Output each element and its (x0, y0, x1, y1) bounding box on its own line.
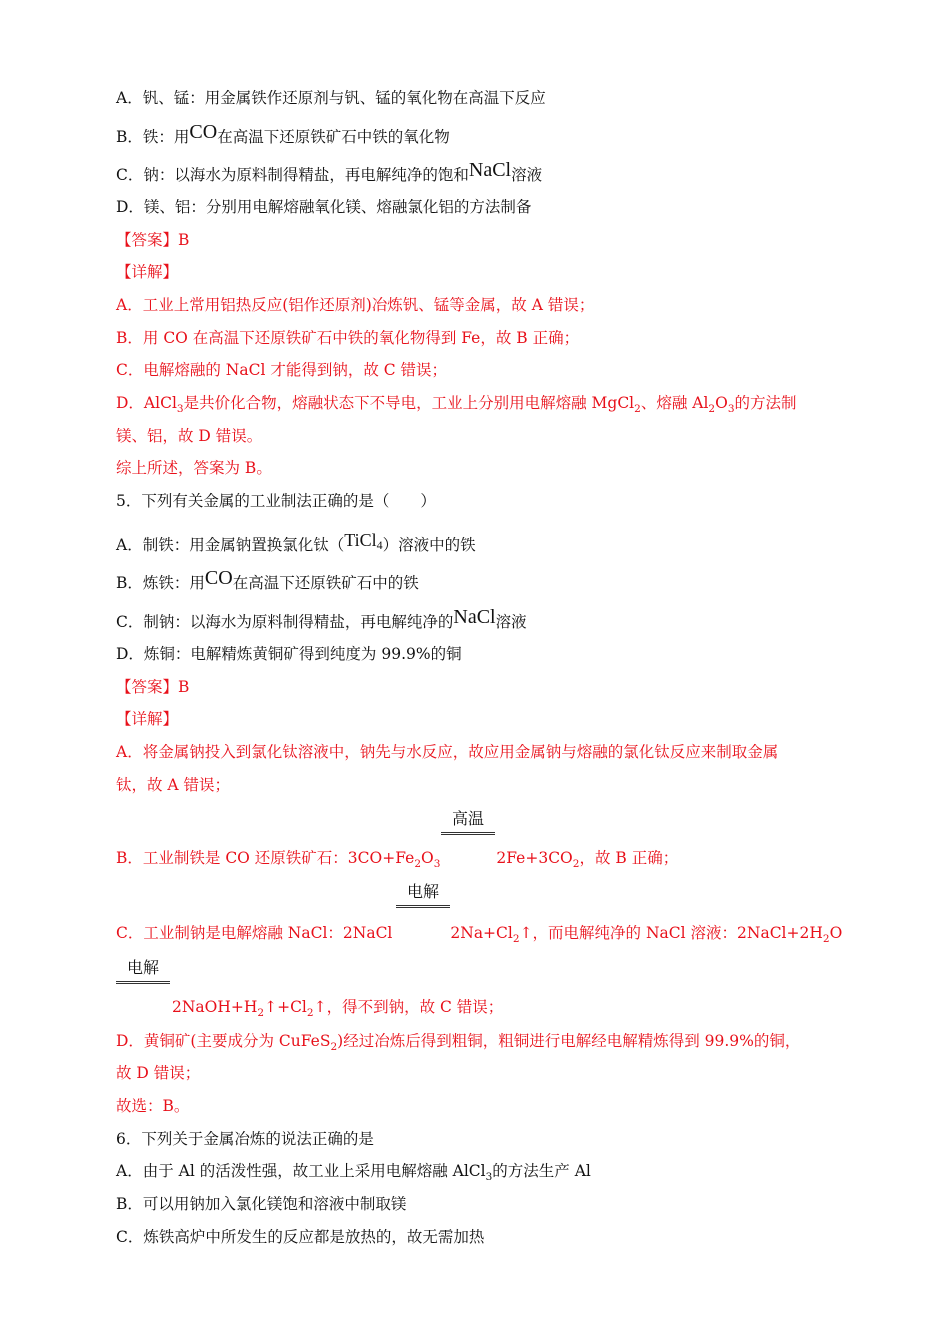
q5-option-b (116, 567, 419, 593)
subscript: 2 (572, 858, 580, 870)
text: O (421, 849, 434, 867)
text: 溶液 (495, 613, 527, 631)
reaction-condition-electrolysis: 电解 (396, 882, 450, 908)
text: O (715, 394, 728, 412)
q5-explanation-b (116, 848, 678, 868)
text: ↑，而电解纯净的 NaCl 溶液：2NaCl+2H (519, 924, 823, 942)
q6-option-c: C．炼铁高炉中所发生的反应都是放热的，故无需加热 (116, 1228, 485, 1246)
q5-explanation-c (116, 923, 842, 943)
reaction-condition-electrolysis-2: 电解 (116, 958, 170, 984)
q5-detail-heading: 【详解】 (116, 710, 179, 728)
text: C．钠：以海水为原料制得精盐，再电解纯净的饱和 (116, 166, 469, 184)
subscript: 2 (257, 1007, 265, 1019)
subscript: 2 (414, 858, 421, 870)
q4-summary: 综上所述，答案为 B。 (116, 459, 272, 477)
q4-answer: 【答案】B (116, 231, 190, 249)
q6-option-b: B．可以用钠加入氯化镁饱和溶液中制取镁 (116, 1195, 407, 1213)
subscript: 2 (306, 1007, 314, 1019)
q4-option-a: A．钒、锰：用金属铁作还原剂与钒、锰的氧化物在高温下反应 (116, 89, 546, 107)
text: D．黄铜矿(主要成分为 CuFeS (116, 1032, 331, 1050)
text: A．制铁：用金属钠置换氯化钛（ (116, 536, 345, 554)
formula (344, 530, 382, 550)
text: )经过冶炼后得到粗铜，粗铜进行电解经电解精炼得到 99.9%的铜， (337, 1032, 801, 1050)
subscript: 3 (485, 1171, 493, 1183)
q5-explanation-d (116, 1031, 800, 1051)
q5-explanation-d-cont: 故 D 错误； (116, 1064, 201, 1082)
q4-explanation-b: B．用 CO 在高温下还原铁矿石中铁的氧化物得到 Fe，故 B 正确； (116, 329, 580, 347)
text: C．工业制钠是电解熔融 NaCl：2NaCl (116, 924, 393, 942)
text: 、熔融 Al (640, 394, 709, 412)
q5-explanation-c-cont (172, 997, 503, 1017)
text: 在高温下还原铁矿石中的铁 (232, 574, 419, 592)
text: 的方法生产 Al (492, 1162, 591, 1180)
q6-option-a (116, 1161, 591, 1181)
text: 2Na+Cl (450, 924, 513, 942)
subscript: 4 (376, 538, 383, 552)
text: B．工业制铁是 CO 还原铁矿石：3CO+Fe (116, 849, 415, 867)
q4-explanation-a: A．工业上常用铝热反应(铝作还原剂)冶炼钒、锰等金属，故 A 错误； (116, 296, 595, 314)
text: ↑，得不到钠，故 C 错误； (313, 998, 504, 1016)
q5-option-a (116, 530, 476, 555)
text: B．铁：用 (116, 128, 190, 146)
text: B．炼铁：用 (116, 574, 205, 592)
text: O (829, 924, 843, 942)
text: ）溶液中的铁 (382, 536, 476, 554)
text: ，故 B 正确； (579, 849, 679, 867)
text: 是共价化合物，熔融状态下不导电，工业上分别用电解熔融 MgCl (183, 394, 635, 412)
q5-conclusion: 故选：B。 (116, 1097, 190, 1115)
subscript: 2 (822, 933, 830, 945)
q4-detail-heading: 【详解】 (116, 263, 179, 281)
subscript: 3 (176, 403, 184, 415)
text: 2NaOH+H (172, 998, 258, 1016)
q4-explanation-d-cont: 镁、铝，故 D 错误。 (116, 427, 263, 445)
reaction-condition-high-temp: 高温 (441, 809, 495, 835)
q5-option-c (116, 606, 527, 632)
text: 的方法制 (734, 394, 797, 412)
text: D．AlCl (116, 394, 177, 412)
q5-explanation-a: A．将金属钠投入到氯化钛溶液中，钠先与水反应，故应用金属钠与熔融的氯化钛反应来制取金属 (116, 743, 779, 761)
subscript: 2 (512, 933, 520, 945)
formula: NaCl (453, 606, 496, 628)
q4-explanation-c: C．电解熔融的 NaCl 才能得到钠，故 C 错误； (116, 361, 448, 379)
q5-stem: 5．下列有关金属的工业制法正确的是（ ） (116, 492, 436, 510)
formula: NaCl (468, 159, 512, 181)
q4-option-c (116, 159, 543, 185)
subscript: 2 (634, 403, 641, 415)
subscript: 3 (433, 858, 441, 870)
text: 溶液 (511, 166, 543, 184)
text: 2Fe+3CO (496, 849, 573, 867)
q4-explanation-d (116, 393, 797, 413)
text: C．制钠：以海水为原料制得精盐，再电解纯净的 (116, 613, 454, 631)
q5-explanation-a-cont: 钛，故 A 错误； (116, 776, 231, 794)
subscript: 2 (330, 1041, 338, 1053)
q4-option-b (116, 121, 450, 147)
formula: CO (204, 567, 233, 589)
formula: CO (189, 121, 218, 143)
q5-answer: 【答案】B (116, 678, 190, 696)
formula-text: TiCl (344, 530, 377, 550)
subscript: 2 (708, 403, 716, 415)
text: ↑+Cl (264, 998, 307, 1016)
q5-option-d: D．炼铜：电解精炼黄铜矿得到纯度为 99.9%的铜 (116, 645, 462, 663)
q6-stem: 6．下列关于金属冶炼的说法正确的是 (116, 1130, 374, 1148)
subscript: 3 (727, 403, 735, 415)
q4-option-d: D．镁、铝：分别用电解熔融氧化镁、熔融氯化铝的方法制备 (116, 198, 532, 216)
text: 在高温下还原铁矿石中铁的氧化物 (217, 128, 450, 146)
text: A．由于 Al 的活泼性强，故工业上采用电解熔融 AlCl (116, 1162, 486, 1180)
